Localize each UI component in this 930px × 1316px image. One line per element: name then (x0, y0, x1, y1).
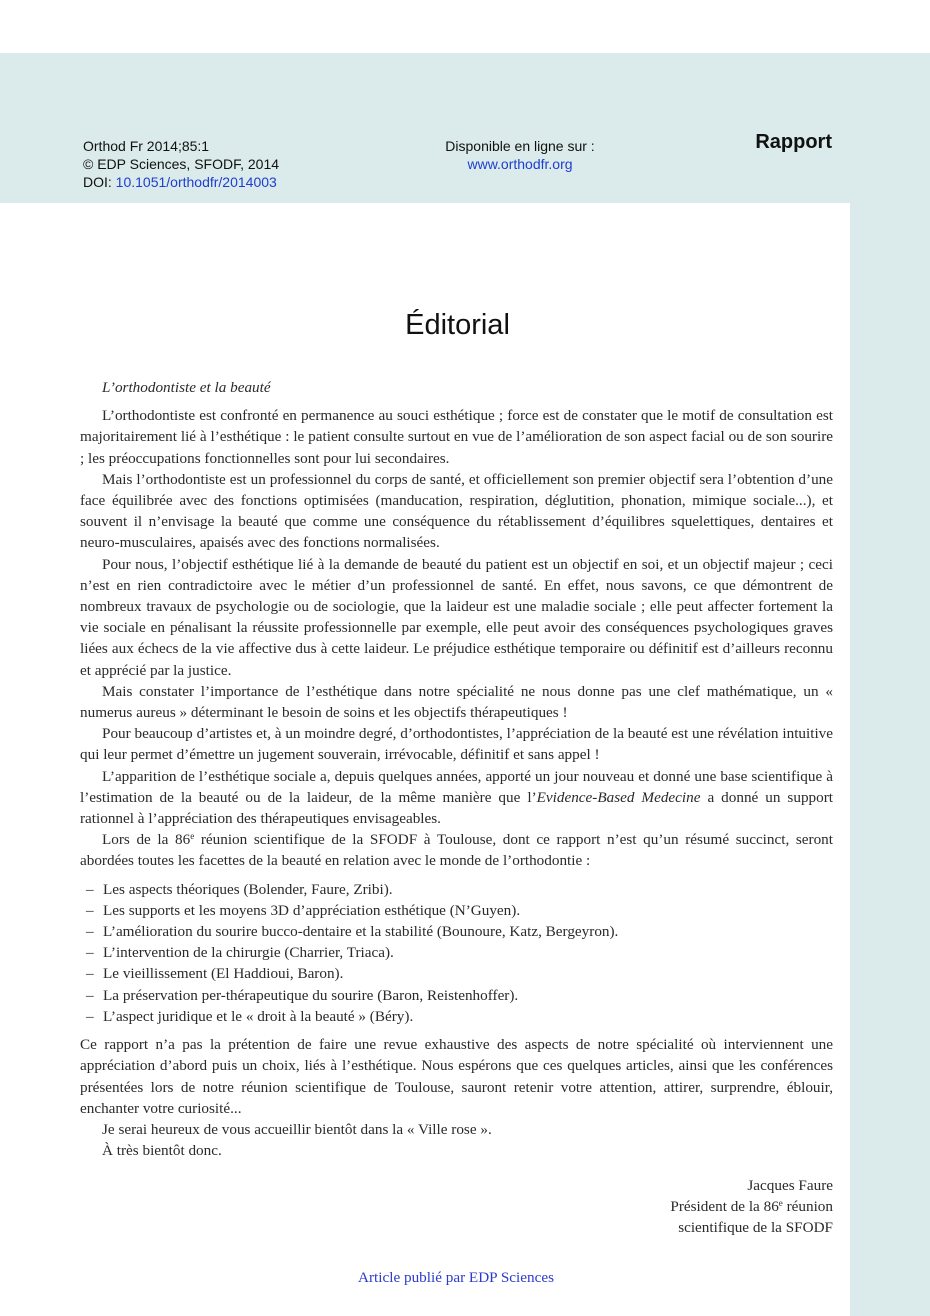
paragraph: Mais constater l’importance de l’esthétique dans notre spécialité ne nous donne pas une clef mathématique, un « numerus aureus » déterminant le besoin de soins et les objectifs thérapeutiques ! (80, 682, 833, 722)
doi-label: DOI: (83, 174, 116, 190)
list-item (80, 963, 833, 984)
dash-marker: – (86, 880, 94, 898)
text-run: a donné un support rationnel à l’appréciation des thérapeutiques envisageables. (80, 788, 833, 828)
list-item-text: Les supports et les moyens 3D d’appréciation esthétique (N’Guyen). (103, 901, 521, 919)
paragraph: Pour beaucoup d’artistes et, à un moindre degré, d’orthodontistes, l’appréciation de la beauté est une révélation intuitive qui leur permet d’émettre un jugement souverain, irrévocable, définitif et sans appel ! (80, 725, 833, 764)
closing-line: Je serai heureux de vous accueillir bientôt dans la « Ville rose ». (102, 1120, 492, 1138)
dash-marker: – (86, 986, 94, 1004)
list-item-text: Les aspects théoriques (Bolender, Faure, Zribi). (103, 880, 393, 898)
author-role-line2: scientifique de la SFODF (678, 1219, 833, 1237)
paragraph: L’orthodontiste est confronté en permanence au souci esthétique ; force est de constater que le motif de consultation est majoritairement lié à l’esthétique : le patient consulte surtout en vue de l’amélioration de son aspect facial ou de son sourire ; les préoccupations fonctionnelles sont pour lui secondaires. (80, 407, 833, 467)
list-item-text: Le vieillissement (El Haddioui, Baron). (103, 965, 344, 983)
section-label: Rapport (755, 131, 832, 153)
ordinal-superscript: e (190, 831, 195, 842)
right-margin-band (850, 53, 930, 1316)
availability-block (400, 137, 640, 173)
doi-link[interactable]: 10.1051/orthodfr/2014003 (115, 174, 277, 190)
closing-line: À très bientôt donc. (102, 1142, 222, 1160)
page-title: Éditorial (405, 309, 510, 341)
ebm-term: Evidence-Based Medecine (536, 788, 701, 806)
text-run: L’apparition de l’esthétique sociale a, depuis quelques années, apporté un jour nouveau et donné une base scientifique à l’estimation de la beauté ou de la laideur, de la même manière que l’ (80, 767, 833, 806)
ordinal-superscript: e (778, 1198, 783, 1209)
list-item-text: L’amélioration du sourire bucco-dentaire et la stabilité (Bounoure, Katz, Bergeyron). (103, 923, 619, 941)
dash-marker: – (86, 923, 94, 941)
editorial-subtitle: L’orthodontiste et la beauté (102, 379, 271, 396)
text-run: réunion scientifique de la SFODF à Toulouse, dont ce rapport n’est qu’un résumé succinct, seront abordées toutes les facettes de la beauté en relation avec le monde de l’orthodontie : (80, 831, 833, 870)
dash-marker: – (86, 944, 94, 962)
list-item (80, 879, 833, 900)
list-item-text: La préservation per-thérapeutique du sourire (Baron, Reistenhoffer). (103, 986, 519, 1004)
dash-marker: – (86, 1007, 94, 1025)
copyright-line: © EDP Sciences, SFODF, 2014 (83, 156, 280, 172)
available-online-label: Disponible en ligne sur : (445, 138, 595, 154)
doi-line (83, 173, 279, 191)
dash-marker: – (86, 901, 94, 919)
list-item-text: L’aspect juridique et le « droit à la beauté » (Béry). (103, 1007, 414, 1025)
closing-paragraph: Ce rapport n’a pas la prétention de faire une revue exhaustive des aspects de notre spécialité où interviennent une appréciation d’abord puis un choix, liés à l’esthétique. Nous espérons que ces quelques articles, ainsi que les conférences présentées lors de notre réunion scientifique de Toulouse, sauront retenir votre attention, attirer, surprendre, éblouir, enchanter votre curiosité... (80, 1036, 833, 1117)
journal-citation: Orthod Fr 2014;85:1 (83, 138, 210, 154)
list-item-text: L’intervention de la chirurgie (Charrier, Triaca). (103, 944, 394, 962)
list-item (80, 942, 833, 963)
text-run: réunion (782, 1198, 833, 1216)
paragraph-meeting (80, 829, 833, 871)
topics-list (80, 879, 833, 1027)
publisher-footer[interactable]: Article publié par EDP Sciences (358, 1269, 554, 1286)
list-item (80, 900, 833, 921)
list-item (80, 985, 833, 1006)
text-run: Président de la 86 (670, 1198, 779, 1216)
dash-marker: – (86, 965, 94, 983)
editorial-body (80, 377, 833, 1161)
list-item (80, 1006, 833, 1027)
signature-block (670, 1175, 833, 1239)
list-item (80, 921, 833, 942)
paragraph-ebm (80, 766, 833, 830)
author-name: Jacques Faure (747, 1177, 833, 1194)
text-run: Lors de la 86 (102, 831, 191, 849)
website-link[interactable]: www.orthodfr.org (467, 156, 573, 172)
paragraph: Pour nous, l’objectif esthétique lié à la demande de beauté du patient est un objectif en soi, et un objectif majeur ; ceci n’est en rien contradictoire avec le métier d’un professionnel de santé. En effet, nous savons, ce que démontrent de nombreux travaux de psychologie ou de sociologie, que la laideur est une maladie sociale ; elle peut affecter fortement la vie sociale en pénalisant la réussite professionnelle par exemple, elle peut avoir des conséquences psychologiques graves liées aux échecs de la vie affective dus à cette laideur. Le préjudice esthétique temporaire ou définitif est d’ailleurs reconnu et apprécié par la justice. (80, 555, 833, 679)
citation-block (83, 137, 279, 191)
author-role (670, 1196, 833, 1217)
paragraph: Mais l’orthodontiste est un professionnel du corps de santé, et officiellement son premier objectif sera l’obtention d’une face équilibrée avec des fonctions optimisées (manducation, respiration, déglutition, phonation, mimique sociale...), et souvent il n’envisage la beauté que comme une conséquence du rétablissement d’équilibres squelettiques, dentaires et neuro-musculaires, apaisés avec des fonctions normalisées. (80, 470, 833, 552)
